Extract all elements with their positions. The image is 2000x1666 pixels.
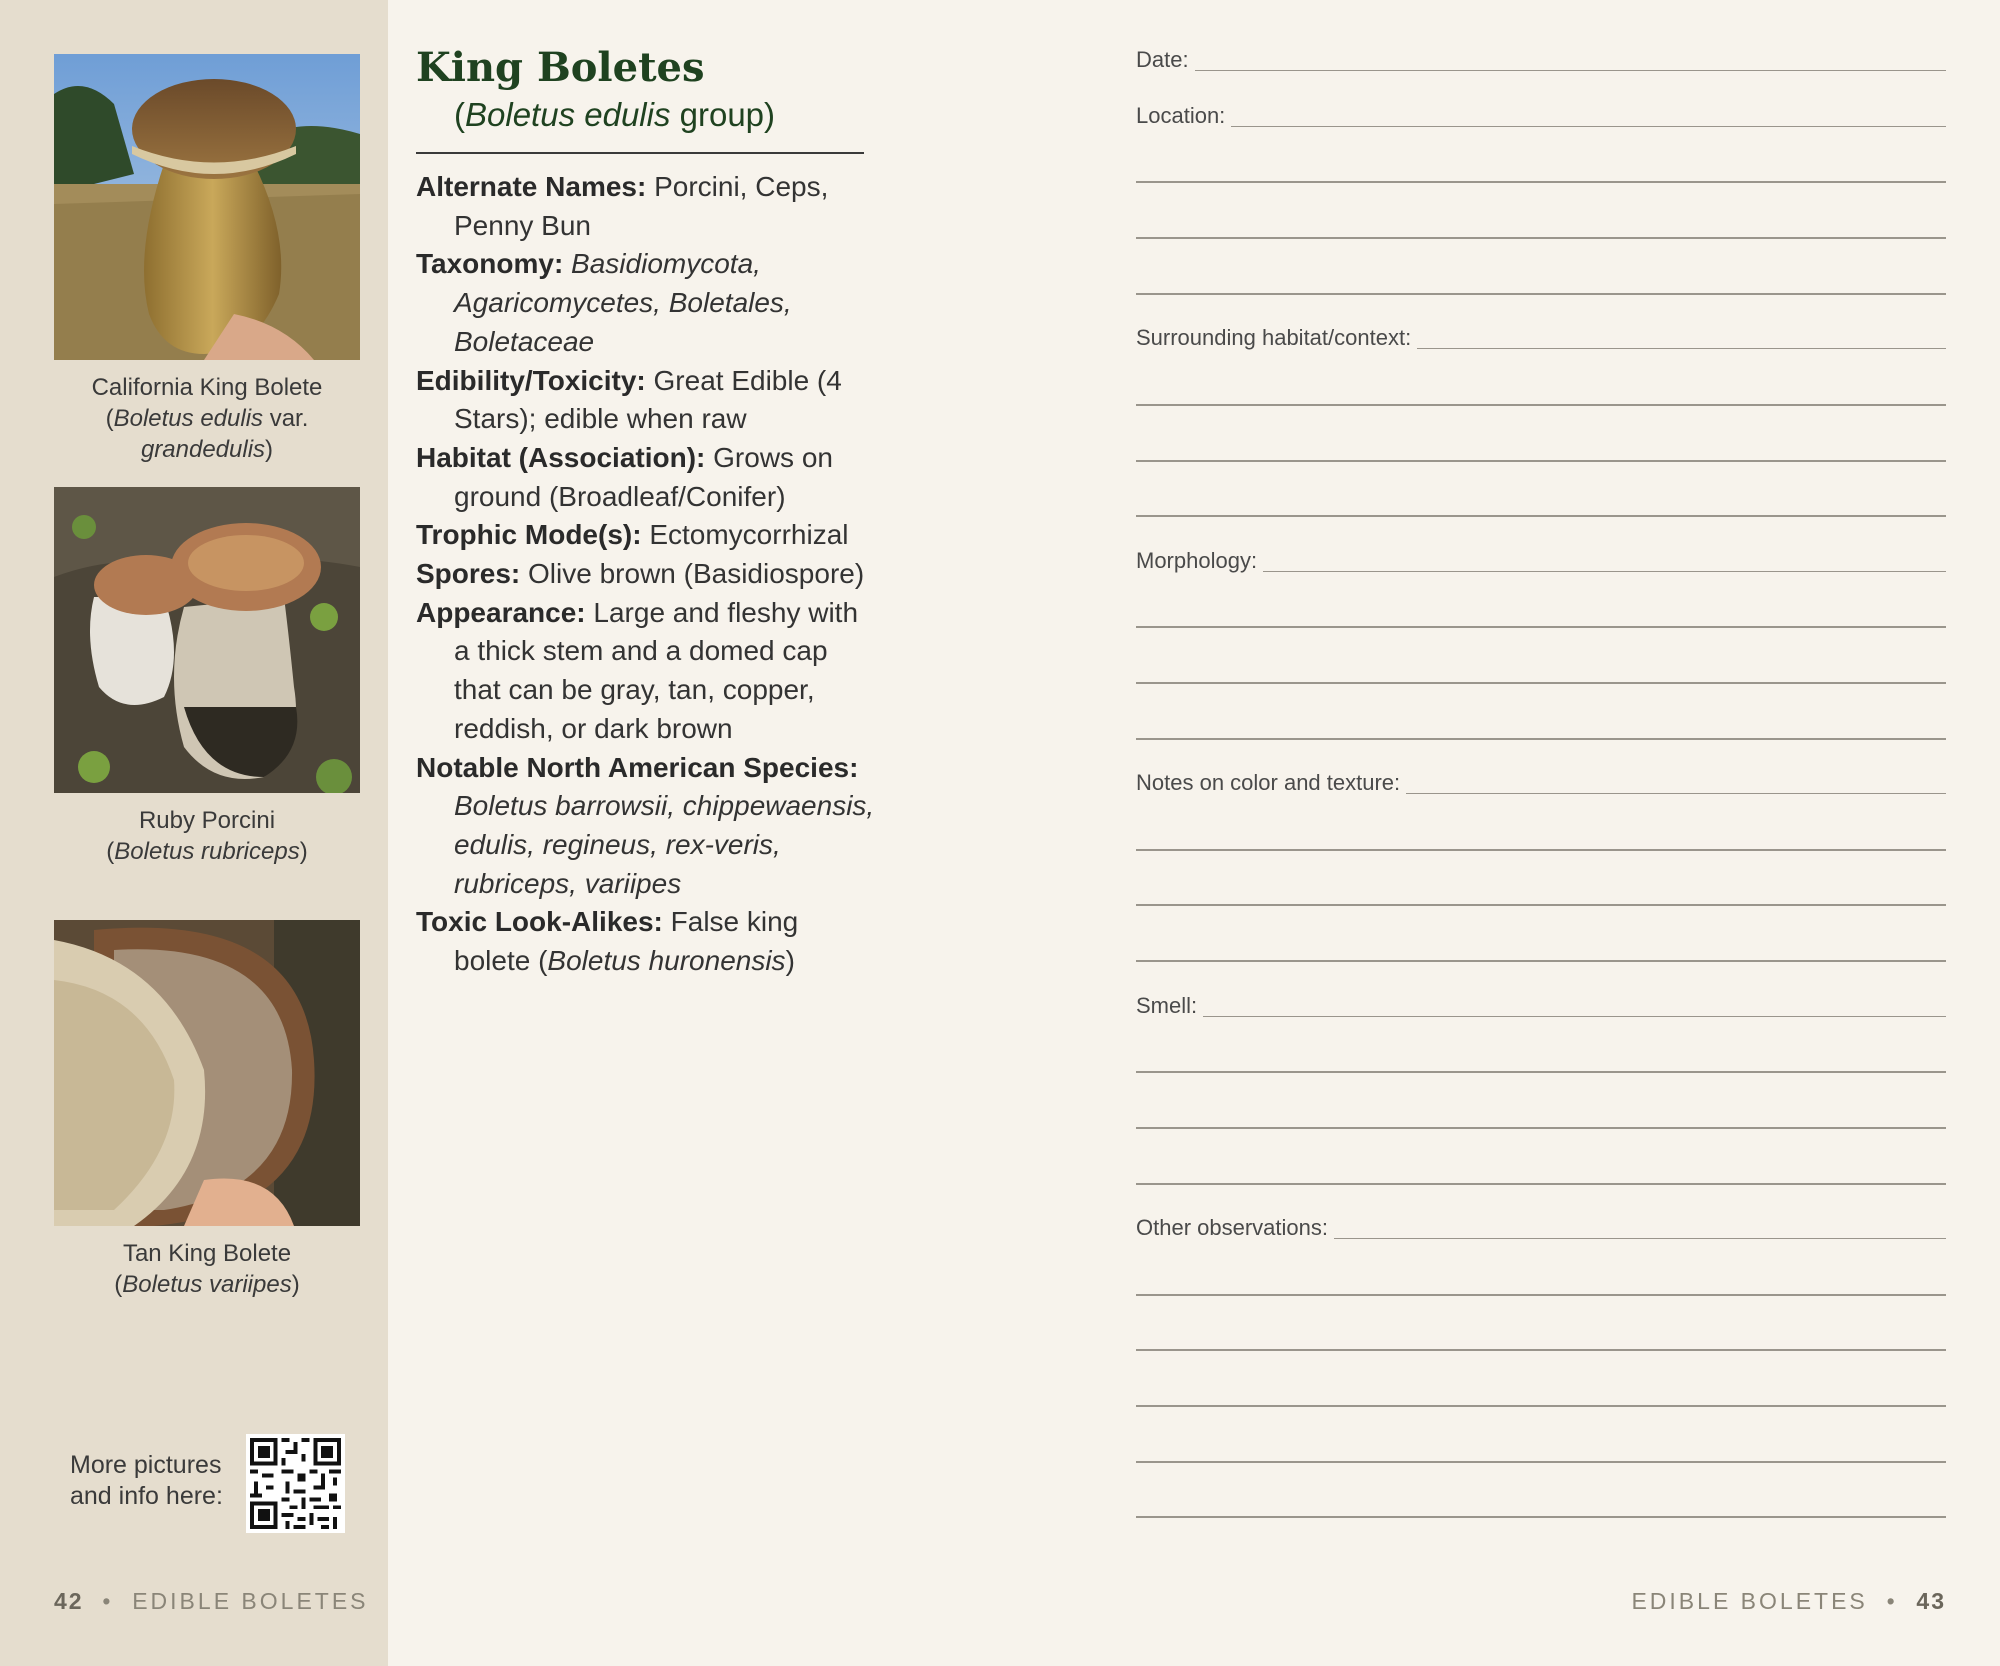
paren: ) [299, 838, 308, 865]
writing-line[interactable] [1136, 682, 1946, 684]
species-facts [416, 168, 876, 981]
section-name: EDIBLE BOLETES [1631, 1588, 1868, 1614]
page-title: King Boletes [416, 44, 705, 91]
fact-value: Large and fleshy with a thick stem and a domed cap that can be gray, tan, copper, reddish, or dark brown [454, 596, 859, 744]
fact-label: Appearance: [416, 596, 586, 628]
fact-label: Notable North American Species: [416, 751, 859, 783]
fact-taxonomy [416, 245, 876, 361]
var-text: var. [263, 405, 309, 432]
writing-line[interactable] [1136, 1461, 1946, 1463]
caption-scientific-name: Boletus edulis [113, 405, 264, 432]
ruby-porcini-photo [54, 487, 360, 793]
page-number: 43 [1916, 1588, 1946, 1614]
writing-line[interactable] [1136, 293, 1946, 295]
writing-line[interactable] [1136, 738, 1946, 740]
fact-notable-species [416, 749, 876, 904]
fact-label: Habitat (Association): [416, 441, 706, 473]
habitat-field[interactable] [1136, 321, 1946, 351]
caption-common-name: Tan King Bolete [122, 1240, 292, 1267]
photo-caption [20, 372, 394, 465]
writing-line[interactable] [1136, 515, 1946, 517]
photo-caption [20, 805, 394, 867]
writing-line[interactable] [1136, 1071, 1946, 1073]
caption-scientific-name: Boletus rubriceps [114, 838, 300, 865]
fact-spores [416, 555, 876, 594]
paren: ) [291, 1271, 300, 1298]
fact-appearance [416, 594, 876, 749]
caption-common-name: Ruby Porcini [138, 807, 276, 834]
fact-value: Great Edible (4 Stars); edible when raw [454, 364, 842, 435]
location-label: Location: [1136, 103, 1231, 129]
paren: ( [106, 838, 115, 865]
more-info-line: More pictures [70, 1451, 222, 1479]
writing-line[interactable] [1136, 626, 1946, 628]
folio-left [54, 1588, 369, 1615]
date-field[interactable] [1136, 43, 1946, 73]
more-info-line: and info here: [70, 1482, 223, 1510]
fact-label: Trophic Mode(s): [416, 519, 642, 551]
other-observations-label: Other observations: [1136, 1215, 1334, 1241]
date-label: Date: [1136, 47, 1195, 73]
more-info-text [70, 1450, 223, 1512]
folio-separator: • [102, 1588, 114, 1614]
fact-edibility [416, 362, 876, 439]
writing-line[interactable] [1136, 404, 1946, 406]
photo-caption [20, 1238, 394, 1300]
fact-label: Toxic Look-Alikes: [416, 906, 663, 938]
fact-value: Ectomycorrhizal [641, 519, 849, 551]
page-number: 42 [54, 1588, 84, 1614]
california-king-bolete-photo [54, 54, 360, 360]
writing-line [1136, 126, 1946, 128]
writing-line[interactable] [1136, 1183, 1946, 1185]
tan-king-bolete-photo [54, 920, 360, 1226]
color-texture-field[interactable] [1136, 766, 1946, 796]
fact-value: False king bolete ( [454, 906, 799, 977]
folio-right [1631, 1588, 1946, 1615]
fact-label: Taxonomy: [416, 248, 564, 280]
writing-line[interactable] [1136, 1349, 1946, 1351]
fact-value: Porcini, Ceps, Penny Bun [454, 171, 829, 241]
paren: ) [785, 945, 795, 977]
smell-field[interactable] [1136, 989, 1946, 1019]
writing-line[interactable] [1136, 460, 1946, 462]
writing-line [1136, 70, 1946, 72]
writing-line[interactable] [1136, 1405, 1946, 1407]
morphology-label: Morphology: [1136, 548, 1263, 574]
scientific-name: Boletus edulis [465, 96, 671, 133]
fact-value: Grows on ground (Broadleaf/Conifer) [454, 441, 833, 512]
lookalike-scientific-name: Boletus huronensis [547, 945, 786, 977]
writing-line[interactable] [1136, 849, 1946, 851]
smell-label: Smell: [1136, 993, 1203, 1019]
other-observations-field[interactable] [1136, 1211, 1946, 1241]
qr-code-icon[interactable] [246, 1434, 345, 1533]
section-name: EDIBLE BOLETES [132, 1588, 369, 1614]
fact-alternate-names [416, 168, 876, 245]
fact-value: Basidiomycota, Agaricomycetes, Boletales, Boletaceae [454, 248, 792, 357]
morphology-field[interactable] [1136, 544, 1946, 574]
writing-line[interactable] [1136, 1516, 1946, 1518]
writing-line[interactable] [1136, 181, 1946, 183]
fact-label: Alternate Names: [416, 171, 647, 202]
fact-label: Edibility/Toxicity: [416, 364, 646, 396]
caption-variety: grandedulis [140, 436, 266, 463]
caption-common-name: California King Bolete [91, 374, 323, 401]
title-divider [416, 152, 864, 154]
subtitle-suffix: group) [670, 96, 776, 133]
habitat-label: Surrounding habitat/context: [1136, 325, 1417, 351]
paren: ( [105, 405, 114, 432]
color-texture-label: Notes on color and texture: [1136, 770, 1406, 796]
page-subtitle [454, 96, 775, 134]
paren: ( [114, 1271, 123, 1298]
folio-separator: • [1886, 1588, 1898, 1614]
left-sidebar [0, 0, 388, 1666]
paren: ) [265, 436, 274, 463]
caption-scientific-name: Boletus variipes [122, 1271, 292, 1298]
writing-line[interactable] [1136, 960, 1946, 962]
writing-line [1136, 1016, 1946, 1018]
writing-line[interactable] [1136, 237, 1946, 239]
fact-value: Olive brown (Basidiospore) [520, 558, 865, 590]
fact-toxic-lookalikes [416, 903, 876, 980]
location-field[interactable] [1136, 99, 1946, 129]
fact-label: Spores: [416, 558, 521, 590]
fact-trophic-mode [416, 516, 876, 555]
writing-line[interactable] [1136, 1127, 1946, 1129]
writing-line[interactable] [1136, 904, 1946, 906]
paren: ( [454, 96, 465, 133]
fact-habitat [416, 439, 876, 516]
writing-line[interactable] [1136, 1294, 1946, 1296]
fact-value: Boletus barrowsii, chippewaensis, edulis, regineus, rex-veris, rubriceps, variipes [454, 790, 875, 899]
